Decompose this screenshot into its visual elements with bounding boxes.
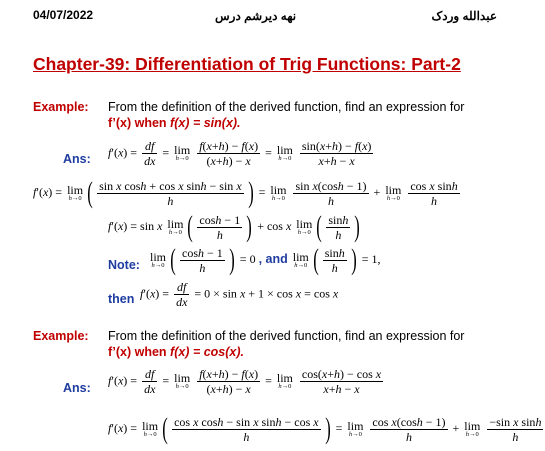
example1-line2-prefix: f’(x) when [108,116,171,130]
example2-line2-func: f(x) = cos(x). [170,345,245,359]
example1-label: Example: [33,100,89,114]
then-equation: f′(x) = $\frac{df}{dx}$ = 0 × sin x + 1 × cos x = cos x [140,280,339,309]
header-author: عبدالله وردک [431,9,497,23]
example2-ans-label: Ans: [63,381,91,395]
example1-line2 [108,116,241,130]
example1-line1: From the definition of the derived function, find an expression for [108,100,465,114]
header-date: 04/07/2022 [33,8,94,22]
chapter-title: Chapter-39: Differentiation of Trig Functions: Part-2 [33,54,461,74]
note-equation: lim h→0 ( $\frac{\cosh - 1}{h}$ ) = 0 , and lim h→0 ( $\frac{\sinh}{h}$ ) = 1, [150,243,381,276]
then-label: then [108,292,135,306]
example1-line2-func: f(x) = sin(x). [170,116,241,130]
equation-4: f′(x) = $\frac{df}{dx}$ = lim h→0 $\frac{f(x+h) - f(x)}{(x+h) - x}$ = lim h→0 $\frac{\text{cos(x+h) − cos x}}{x+h - x}$ [108,367,382,396]
example2-line2 [108,345,244,359]
example1-ans-label: Ans: [63,152,91,166]
equation-1: f′(x) = $\frac{df}{dx}$ = lim h→0 $\frac{f(x+h) - f(x)}{(x+h) - x}$ = lim h→0 $\frac{\sin(x+h) - f(x)}{x+h - x}$ [108,139,372,168]
equation-2: f′(x) = lim h→0 ( $\frac{\text{sin x cosh + cos x sinh − sin x}}{h}$ ) = lim h→0 $\frac{\text{sin x(cosh − 1)}}{h}$ + lim h→0 $\frac{\text{cos x sinh}}{h}$ [33,176,458,209]
equation-5: f′(x) = lim h→0 ( $\frac{\text{cos x cosh − sin x sinh − cos x}}{h}$ ) = lim h→0 $\frac{\text{cos x(cosh − 1)}}{h}$ + lim h→0 $\frac{\text{−sin x sinh}}{h}$ [108,412,542,445]
example2-label: Example: [33,329,89,343]
header-center-text: نهه دیرشم درس [215,9,297,23]
equation-3: f′(x) = sin x lim h→0 ( $\frac{\cosh - 1}{h}$ ) + cos x lim h→0 ( $\frac{\sinh}{h}$ ) [108,210,361,243]
example2-line2-prefix: f’(x) when [108,345,171,359]
note-and: , and [258,251,288,266]
example2-line1: From the definition of the derived function, find an expression for [108,329,465,343]
note-label: Note: [108,258,140,272]
